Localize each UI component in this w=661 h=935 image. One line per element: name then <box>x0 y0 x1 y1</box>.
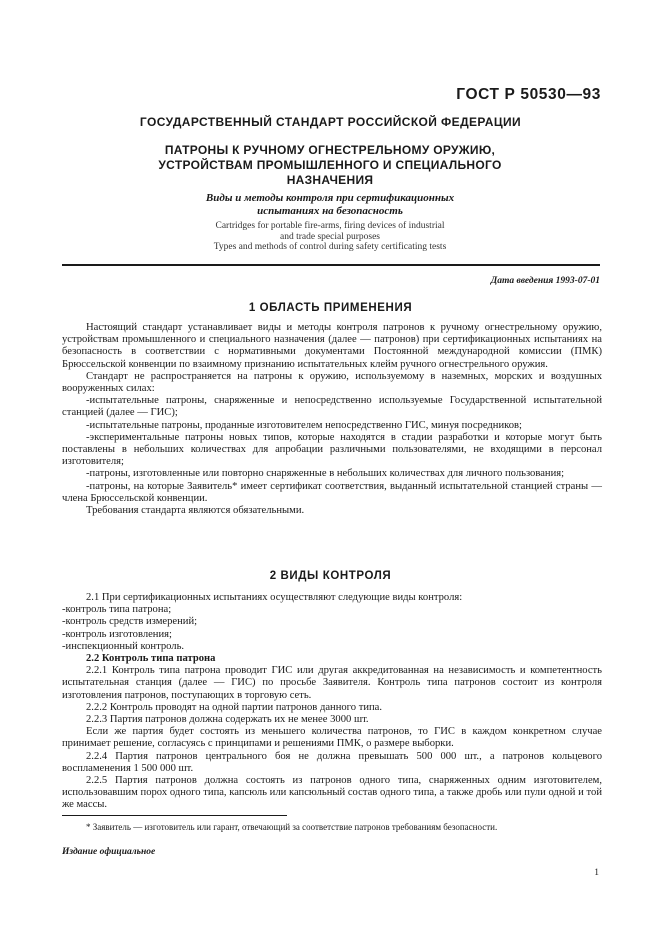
list-item: -испытательные патроны, проданные изготовителем непосредственно ГИС, минуя посредников; <box>86 419 522 431</box>
list-item: -испытательные патроны, снаряженные и непосредственно используемые Государственной испытательной станцией (далее — ГИС); <box>62 395 602 419</box>
title-line: ПАТРОНЫ К РУЧНОМУ ОГНЕСТРЕЛЬНОМУ ОРУЖИЮ, <box>164 143 496 157</box>
list-item: -контроль средств измерений; <box>62 616 198 628</box>
paragraph: 2.2.2 Контроль проводят на одной партии патронов данного типа. <box>86 701 383 713</box>
paragraph: 2.2.1 Контроль типа патрона проводит ГИС или другая аккредитованная на независимость и компетентность испытательная станция (далее — ГИС) по просьбе Заявителя. Контроль типа патронов состоит из контроля изготовления патронов, поступающих в торговую сеть. <box>62 665 602 701</box>
list-item: -экспериментальные патроны новых типов, которые находятся в стадии разработки и которые могут быть поставлены в небольших количествах для апробации различными пользователями, не входящими в персонал изготовителя; <box>62 431 602 468</box>
paragraph: Если же партия будет состоять из меньшего количества патронов, то ГИС в каждом конкретном случае принимает решение, согласуясь с принципами и решениями ПМК, о размере выборки. <box>62 726 602 750</box>
list-item: -патроны, на которые Заявитель* имеет сертификат соответствия, выданный испытательной станцией страны — члена Брюссельской конвенции. <box>62 480 602 504</box>
paragraph: Стандарт не распространяется на патроны к оружию, используемому в наземных, морских и воздушных вооруженных силах: <box>62 370 602 395</box>
paragraph: 2.2.4 Партия патронов центрального боя не должна превышать 500 000 шт., а патронов кольцевого воспламенения 1 500 000 шт. <box>62 750 602 774</box>
footnote: * Заявитель — изготовитель или гарант, отвечающий за соответствие патронов требованиям безопасности. <box>86 822 498 832</box>
list-item: -контроль типа патрона; <box>62 604 172 616</box>
page-number: 1 <box>594 868 599 878</box>
english-title <box>100 221 560 253</box>
footnote-divider <box>62 815 287 816</box>
document-title <box>100 143 560 188</box>
title-line: НАЗНАЧЕНИЯ <box>286 173 374 187</box>
paragraph: 2.2.3 Партия патронов должна содержать их не менее 3000 шт. <box>86 714 369 726</box>
english-title-line: Cartridges for portable fire-arms, firing devices of industrial <box>215 221 445 231</box>
document-subtitle <box>100 192 560 217</box>
section-scope-body <box>62 322 602 517</box>
section-heading-control-types: 2 ВИДЫ КОНТРОЛЯ <box>269 570 392 582</box>
subsection-heading: 2.2 Контроль типа патрона <box>86 653 216 665</box>
gost-number: ГОСТ Р 50530—93 <box>456 86 601 103</box>
list-item: -инспекционный контроль. <box>62 640 185 652</box>
section-heading-scope: 1 ОБЛАСТЬ ПРИМЕНЕНИЯ <box>248 302 413 314</box>
section-control-types-body <box>62 592 602 812</box>
list-item: -контроль изготовления; <box>62 628 172 640</box>
subtitle-line: испытаниях на безопасность <box>257 204 403 217</box>
official-edition-label: Издание официальное <box>62 847 156 857</box>
paragraph: Настоящий стандарт устанавливает виды и методы контроля патронов к ручному огнестрельному оружию, устройствам промышленного и специального назначения (далее — патронов) при сертификационных испытаниях на безопасность в соответствии с нормативными документами Постоянной международной комиссии (ПМК) Брюссельской конвенции по взаимному признанию испытательных клейм ручного огнестрельного оружия. <box>62 322 602 370</box>
standard-title: ГОСУДАРСТВЕННЫЙ СТАНДАРТ РОССИЙСКОЙ ФЕДЕРАЦИИ <box>139 115 522 129</box>
list-item: -патроны, изготовленные или повторно снаряженные в небольших количествах для личного пользования; <box>86 468 565 480</box>
english-title-line: Types and methods of control during safety certificating tests <box>213 242 447 252</box>
paragraph: 2.1 При сертификационных испытаниях осуществляют следующие виды контроля: <box>86 592 463 603</box>
header-divider <box>62 264 600 266</box>
introduction-date: Дата введения 1993-07-01 <box>490 276 600 286</box>
paragraph: 2.2.5 Партия патронов должна состоять из патронов одного типа, снаряженных одним изготовителем, использовавшим порох одного типа, капсюль или капсюльный состав одного типа, а также дробь или пули одной и той же массы. <box>62 775 602 811</box>
english-title-line: and trade special purposes <box>280 231 380 242</box>
title-line: УСТРОЙСТВАМ ПРОМЫШЛЕННОГО И СПЕЦИАЛЬНОГО <box>158 158 502 172</box>
subtitle-line: Виды и методы контроля при сертификационных <box>205 192 455 204</box>
paragraph: Требования стандарта являются обязательными. <box>86 505 305 517</box>
